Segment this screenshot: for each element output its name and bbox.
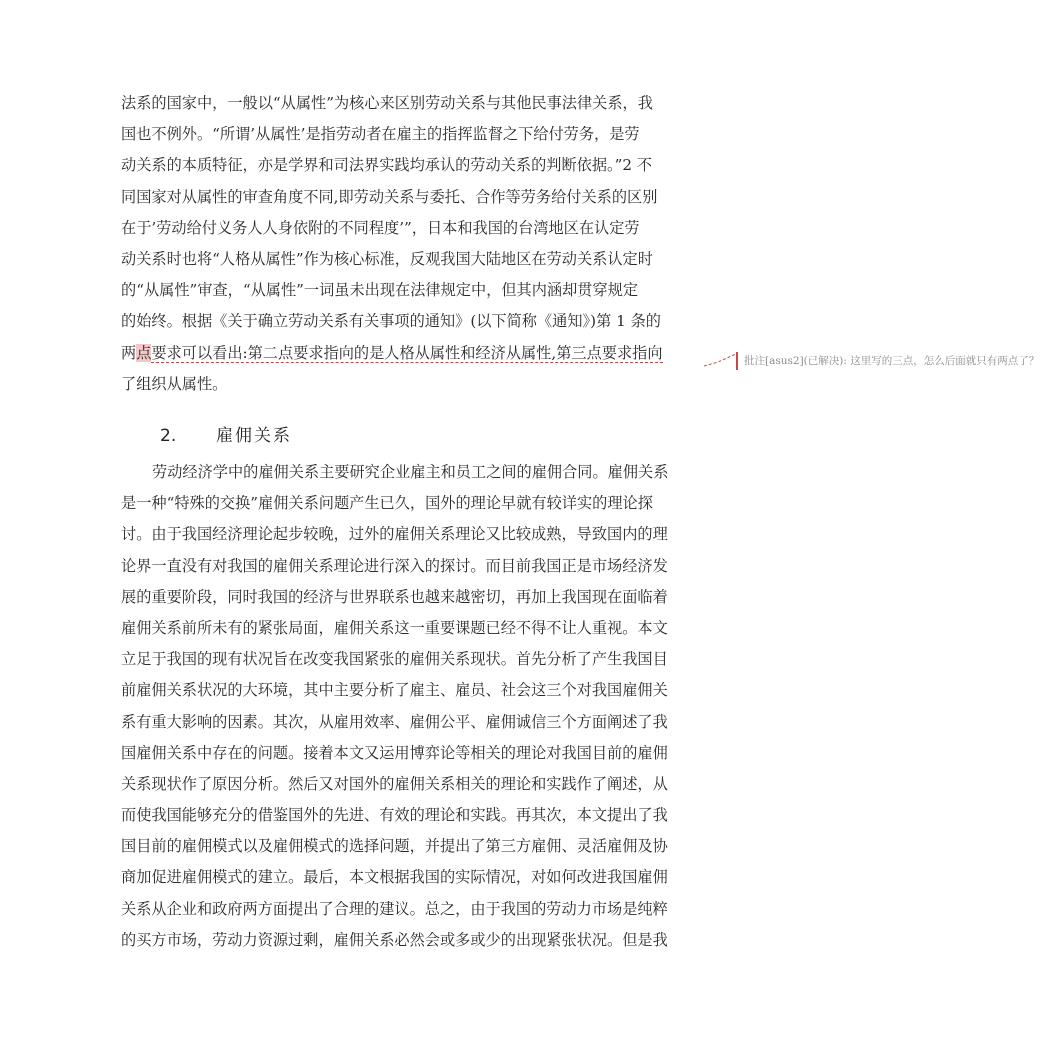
- text-line: 的始终。根据《关于确立劳动关系有关事项的通知》(以下简称《通知》)第 1 条的: [121, 312, 661, 331]
- text-line: 同国家对从属性的审查角度不同,即劳动关系与委托、合作等劳务给付关系的区别: [121, 187, 658, 206]
- text-line: 的“从属性”审查，“从属性”一词虽未出现在法律规定中，但其内涵却贯穿规定: [121, 281, 639, 300]
- text-line: 讨。由于我国经济理论起步较晚，过外的雇佣关系理论又比较成熟，导致国内的理: [121, 525, 668, 544]
- text-line: 系有重大影响的因素。其次，从雇用效率、雇佣公平、雇佣诚信三个方面阐述了我: [121, 712, 668, 731]
- text-line: 前雇佣关系状况的大环境，其中主要分析了雇主、雇员、社会这三个对我国雇佣关: [121, 681, 668, 700]
- text-line: 商加促进雇佣模式的建立。最后，本文根据我国的实际情况，对如何改进我国雇佣: [121, 868, 668, 887]
- text-before-mark: 两: [121, 343, 137, 362]
- text-line: 立足于我国的现有状况旨在改变我国紧张的雇佣关系现状。首先分析了产生我国目: [121, 650, 668, 669]
- paragraph-subordination: [121, 88, 701, 400]
- text-line: 论界一直没有对我国的雇佣关系理论进行深入的探讨。而目前我国正是市场经济发: [121, 556, 668, 575]
- comment-anchor-highlight[interactable]: 点: [136, 343, 152, 362]
- text-line: 在于’劳动给付义务人人身依附的不同程度’”，日本和我国的台湾地区在认定劳: [121, 218, 640, 237]
- text-line: 的买方市场，劳动力资源过剩，雇佣关系必然会或多或少的出现紧张状况。但是我: [121, 930, 668, 949]
- text-line: 劳动经济学中的雇佣关系主要研究企业雇主和员工之间的雇佣合同。雇佣关系: [152, 463, 669, 481]
- comment-balloon[interactable]: [736, 352, 1049, 370]
- text-line: 动关系时也将“人格从属性”作为核心标准，反观我国大陆地区在劳动关系认定时: [121, 249, 653, 268]
- text-line: 展的重要阶段，同时我国的经济与世界联系也越来越密切，再加上我国现在面临着: [121, 587, 668, 606]
- text-line: 雇佣关系前所未有的紧张局面，雇佣关系这一重要课题已经不得不让人重视。本文: [121, 618, 668, 637]
- text-line: 而使我国能够充分的借鉴国外的先进、有效的理论和实践。再其次，本文提出了我: [121, 806, 668, 825]
- text-line: 国雇佣关系中存在的问题。接着本文又运用博弈论等相关的理论对我国目前的雇佣: [121, 743, 668, 762]
- heading-number: 2.: [160, 426, 177, 446]
- comment-text: 批注[asus2](已解决): 这里写的三点，怎么后面就只有两点了？: [744, 355, 1040, 367]
- text-line: 国目前的雇佣模式以及雇佣模式的选择问题，并提出了第三方雇佣、灵活雇佣及协: [121, 837, 668, 856]
- heading-title: 雇佣关系: [216, 426, 292, 446]
- text-line: 关系从企业和政府两方面提出了合理的建议。总之，由于我国的劳动力市场是纯粹: [121, 899, 668, 918]
- text-line: 是一种“特殊的交换”雇佣关系问题产生已久，国外的理论早就有较详实的理论探: [121, 494, 653, 513]
- paragraph-employment: [121, 457, 701, 956]
- text-line: 动关系的本质特征，亦是学界和司法界实践均承认的劳动关系的判断依据。”2 不: [121, 156, 653, 175]
- text-line: 国也不例外。“所谓’从属性’是指劳动者在雇主的指挥监督之下给付劳务，是劳: [121, 125, 640, 144]
- text-line: 了组织从属性。: [121, 374, 228, 393]
- section-heading: [160, 421, 292, 451]
- text-line: 关系现状作了原因分析。然后又对国外的雇佣关系相关的理论和实践作了阐述，从: [121, 774, 668, 793]
- commented-text-line: [121, 338, 701, 369]
- text-line: 法系的国家中，一般以“从属性”为核心来区别劳动关系与其他民事法律关系，我: [121, 94, 653, 112]
- text-after-mark: 要求可以看出:第二点要求指向的是人格从属性和经济从属性,第三点要求指向: [151, 343, 663, 362]
